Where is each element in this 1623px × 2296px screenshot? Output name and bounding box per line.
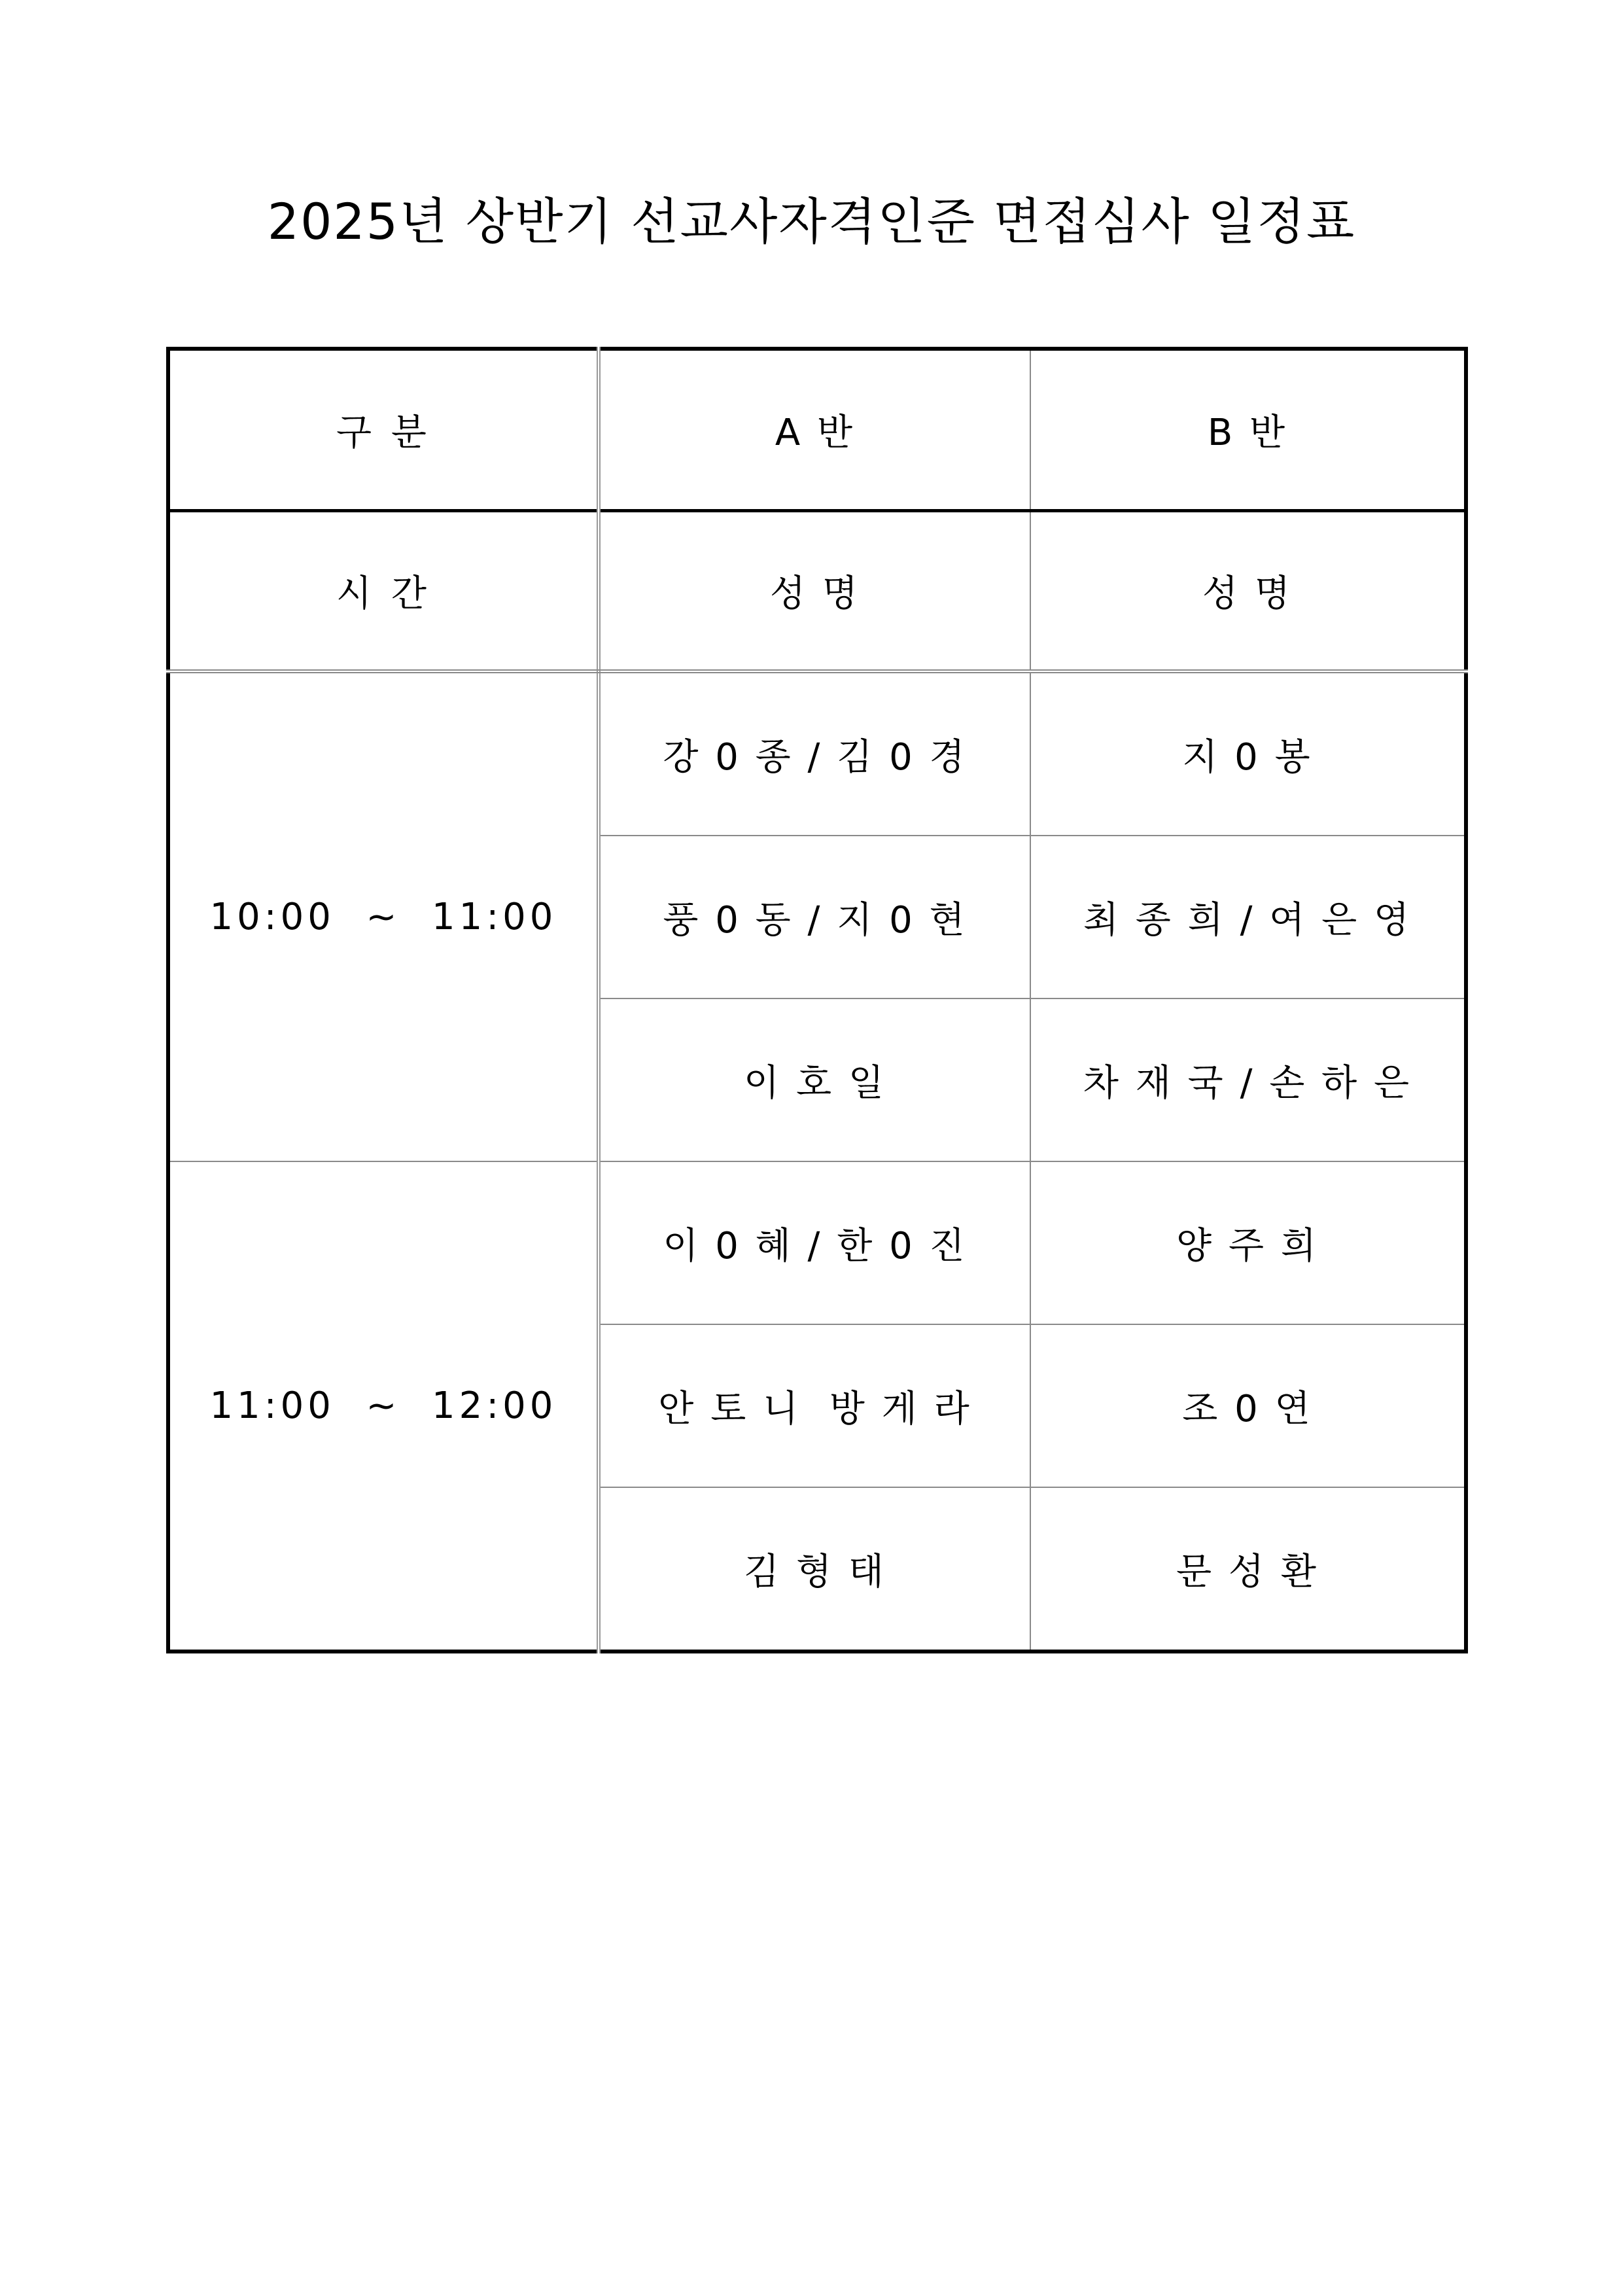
subheader-name-b: 성 명	[1030, 511, 1466, 672]
session-time-2: 11:00 ~ 12:00	[168, 1161, 599, 1651]
subheader-time: 시 간	[168, 511, 599, 672]
cell-group-b: 최 종 희 / 여 은 영	[1030, 836, 1466, 998]
header-category: 구 분	[168, 349, 599, 511]
cell-group-b: 양 주 희	[1030, 1161, 1466, 1324]
session-time-1: 10:00 ~ 11:00	[168, 671, 599, 1161]
table-header-row	[168, 349, 1466, 511]
cell-group-a: 이 호 일	[599, 998, 1030, 1161]
interview-schedule-table	[166, 347, 1468, 1653]
cell-group-a: 풍 0 동 / 지 0 현	[599, 836, 1030, 998]
cell-group-a: 안 토 니 방 게 라	[599, 1324, 1030, 1487]
cell-group-b: 차 재 국 / 손 하 은	[1030, 998, 1466, 1161]
cell-group-b: 지 0 봉	[1030, 671, 1466, 836]
table-row	[168, 1161, 1466, 1324]
cell-group-a: 이 0 혜 / 한 0 진	[599, 1161, 1030, 1324]
table-subheader-row	[168, 511, 1466, 672]
cell-group-a: 김 형 태	[599, 1487, 1030, 1651]
cell-group-a: 강 0 종 / 김 0 경	[599, 671, 1030, 836]
table-row	[168, 671, 1466, 836]
cell-group-b: 문 성 환	[1030, 1487, 1466, 1651]
header-group-a: A 반	[599, 349, 1030, 511]
cell-group-b: 조 0 연	[1030, 1324, 1466, 1487]
subheader-name-a: 성 명	[599, 511, 1030, 672]
document-title: 2025년 상반기 선교사자격인준 면접심사 일정표	[267, 192, 1356, 251]
header-group-b: B 반	[1030, 349, 1466, 511]
